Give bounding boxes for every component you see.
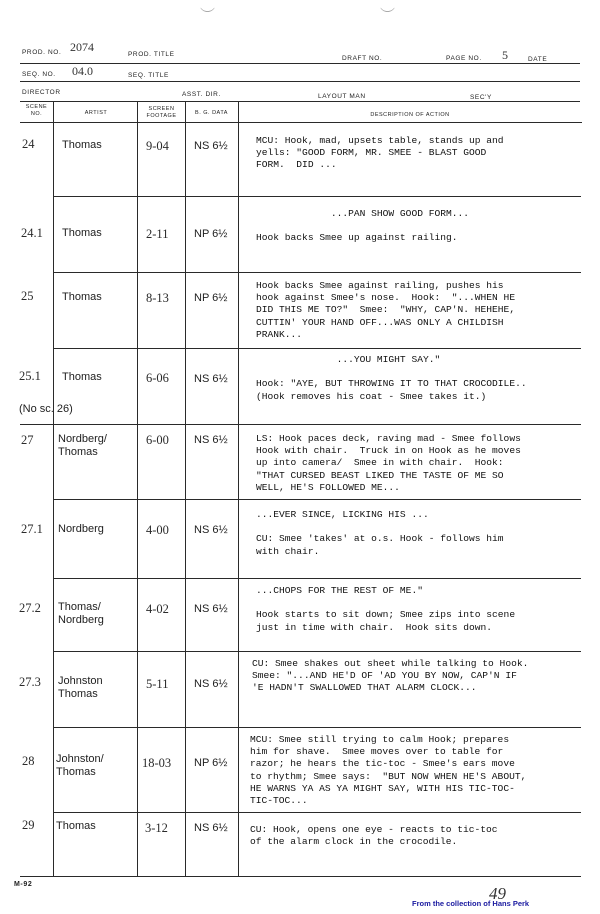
header-rule-2 <box>20 81 580 82</box>
form-number: M-92 <box>14 881 33 888</box>
description: Hook backs Smee against railing, pushes his hook against Smee's nose. Hook: "...WHEN HE DID THIS ME TO?" Smee: "WHY, CAP'N. HEHEHE, CUTTIN' YOUR HAND OFF...WAS ONLY A CHILDISH PRANK... <box>256 280 516 340</box>
row-rule <box>53 272 581 273</box>
scene-no: 24 <box>22 137 35 151</box>
scene-no: 25 <box>21 289 34 303</box>
layout-man-label: LAYOUT MAN <box>318 93 366 100</box>
description: CU: Hook, opens one eye - reacts to tic-toc of the alarm clock in the crocodile. <box>250 824 498 848</box>
col-scene-no: SCENE NO. <box>25 104 48 117</box>
scene-no: 28 <box>22 754 35 768</box>
screen-footage: 6-00 <box>146 433 169 447</box>
header-rule-1 <box>20 63 580 64</box>
director-label: DIRECTOR <box>22 89 61 96</box>
draft-no-label: DRAFT NO. <box>342 55 383 62</box>
bg-data: NS 6½ <box>194 524 228 536</box>
row-rule <box>20 424 581 425</box>
screen-footage: 6-06 <box>146 371 169 385</box>
col-divider-3 <box>185 101 186 876</box>
screen-footage: 8-13 <box>146 291 169 305</box>
artist: Thomas <box>62 227 102 239</box>
scene-no: 24.1 <box>21 226 43 240</box>
secy-label: SEC'Y <box>470 94 492 101</box>
row-rule <box>53 348 581 349</box>
description: ...PAN SHOW GOOD FORM... Hook backs Smee up against railing. <box>256 208 470 244</box>
page-no-label: PAGE NO. <box>446 55 482 62</box>
punch-mark-left: ︶ <box>200 6 216 24</box>
prod-no-label: PROD. NO. <box>22 49 62 56</box>
description: LS: Hook paces deck, raving mad - Smee follows Hook with chair. Truck in on Hook as he moves up into camera/ Smee in with chair. Hook: "THAT CURSED BEAST LIKED THE TASTE OF ME SO WELL, HE'S FOLLOWED ME... <box>256 433 521 493</box>
col-divider-1 <box>53 101 54 876</box>
header-rule-3 <box>20 101 580 102</box>
bg-data: NP 6½ <box>194 228 228 240</box>
row-rule <box>53 499 581 500</box>
bg-data: NP 6½ <box>194 292 228 304</box>
col-bg-data: B. G. DATA <box>195 110 228 116</box>
description: CU: Smee shakes out sheet while talking to Hook. Smee: "...AND HE'D OF 'AD YOU BY NOW, CAP'N IF 'E HADN'T SWALLOWED THAT ALARM CLOCK... <box>252 658 529 694</box>
seq-title-label: SEQ. TITLE <box>128 72 169 79</box>
col-divider-2 <box>137 101 138 876</box>
scene-note: (No sc. 26) <box>19 403 73 415</box>
bg-data: NS 6½ <box>194 822 228 834</box>
scene-no: 27.2 <box>19 601 41 615</box>
seq-no-value: 04.0 <box>72 64 93 78</box>
col-description: DESCRIPTION OF ACTION <box>370 112 450 118</box>
punch-mark-right: ︶ <box>380 6 396 24</box>
artist: Johnston Thomas <box>58 675 103 700</box>
col-screen-footage: SCREEN FOOTAGE <box>146 106 177 119</box>
description: ...CHOPS FOR THE REST OF ME." Hook starts to sit down; Smee zips into scene just in time with chair. Hook sits down. <box>256 585 516 633</box>
table-bottom-rule <box>20 876 581 877</box>
collection-credit: From the collection of Hans Perk <box>412 899 530 908</box>
row-rule <box>53 578 581 579</box>
scene-no: 27 <box>21 433 34 447</box>
artist: Nordberg/ Thomas <box>58 433 107 458</box>
scene-no: 27.1 <box>21 522 43 536</box>
date-label: DATE <box>528 56 548 63</box>
bg-data: NS 6½ <box>194 140 228 152</box>
artist: Johnston/ Thomas <box>56 753 104 778</box>
screen-footage: 18-03 <box>142 756 172 770</box>
screen-footage: 4-02 <box>146 602 169 616</box>
prod-title-label: PROD. TITLE <box>128 51 175 58</box>
description: ...YOU MIGHT SAY." Hook: "AYE, BUT THROWING IT TO THAT CROCODILE.. (Hook removes his coat - Smee takes it.) <box>256 354 527 402</box>
artist: Thomas <box>62 291 102 303</box>
screen-footage: 2-11 <box>146 227 169 241</box>
row-rule <box>53 812 581 813</box>
screen-footage: 3-12 <box>145 821 168 835</box>
handwritten-page-number: 49 <box>489 884 506 903</box>
asst-dir-label: ASST. DIR. <box>182 91 221 98</box>
bg-data: NS 6½ <box>194 603 228 615</box>
page-no-value: 5 <box>502 48 508 62</box>
prod-no-value: 2074 <box>70 40 94 54</box>
col-artist: ARTIST <box>84 110 108 116</box>
row-rule <box>53 651 581 652</box>
seq-no-label: SEQ. NO. <box>22 71 56 78</box>
scene-no: 27.3 <box>19 675 41 689</box>
description: MCU: Smee still trying to calm Hook; prepares him for shave. Smee moves over to table for razor; he hears the tic-toc - Smee's ears move to rhythm; Smee says: "BUT NOW WHEN HE'S ABOUT, HE WARNS YA AS YA MIGHT SAY, WITH HIS TIC-TOC- TIC-TOC... <box>250 734 527 807</box>
screen-footage: 4-00 <box>146 523 169 537</box>
artist: Thomas/ Nordberg <box>58 601 104 626</box>
row-rule <box>53 727 581 728</box>
artist: Thomas <box>62 139 102 151</box>
bg-data: NP 6½ <box>194 757 228 769</box>
artist: Nordberg <box>58 523 104 535</box>
description: ...EVER SINCE, LICKING HIS ... CU: Smee 'takes' at o.s. Hook - follows him with chair. <box>256 509 504 557</box>
artist: Thomas <box>56 820 96 832</box>
bg-data: NS 6½ <box>194 678 228 690</box>
col-divider-4 <box>238 101 239 876</box>
scene-no: 29 <box>22 818 35 832</box>
bg-data: NS 6½ <box>194 434 228 446</box>
column-head-rule <box>20 122 582 123</box>
bg-data: NS 6½ <box>194 373 228 385</box>
description: MCU: Hook, mad, upsets table, stands up and yells: "GOOD FORM, MR. SMEE - BLAST GOOD FORM. DID ... <box>256 135 504 171</box>
scene-no: 25.1 <box>19 369 41 383</box>
screen-footage: 9-04 <box>146 139 169 153</box>
artist: Thomas <box>62 371 102 383</box>
screen-footage: 5-11 <box>146 677 169 691</box>
row-rule <box>53 196 581 197</box>
